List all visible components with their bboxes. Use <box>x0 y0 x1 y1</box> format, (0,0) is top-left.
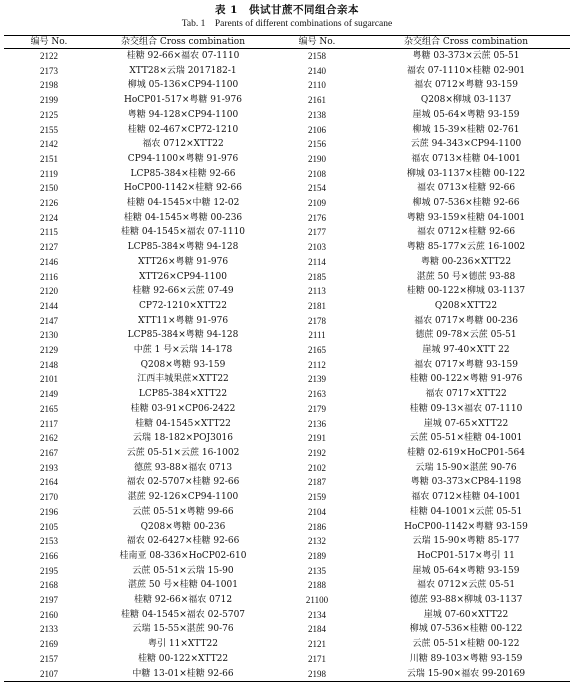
table-row <box>4 431 570 446</box>
table-row <box>4 284 570 299</box>
left-id-cell: 2170 <box>40 492 58 503</box>
table-row <box>4 637 570 652</box>
table-row <box>4 446 570 461</box>
right-id-cell: 2111 <box>308 330 326 341</box>
table-row <box>4 387 570 402</box>
left-combination-cell: 江西丰城果蔗×XTT22 <box>137 374 229 385</box>
table-row <box>4 578 570 593</box>
left-id-cell: 2167 <box>40 447 58 458</box>
right-combination-cell: 粤糖 85-177×云蔗 16-1002 <box>406 242 526 253</box>
table-row <box>4 564 570 579</box>
right-combination-cell: 柳城 03-1137×桂糖 00-122 <box>406 168 526 179</box>
left-id-cell: 2196 <box>40 506 58 517</box>
left-id-cell: 2199 <box>40 95 58 106</box>
table-row <box>4 108 570 123</box>
left-combination-cell: 云蔗 05-51×云瑞 15-90 <box>132 565 234 576</box>
right-combination-cell: 崖城 07-60×XTT22 <box>423 609 509 620</box>
table-row <box>4 255 570 270</box>
left-id-cell: 2105 <box>40 521 58 532</box>
left-id-cell: 2120 <box>40 286 58 297</box>
right-combination-cell: 粤糖 93-159×桂糖 04-1001 <box>406 212 526 223</box>
right-id-cell: 2191 <box>308 433 326 444</box>
table-row <box>4 328 570 343</box>
left-id-cell: 2116 <box>40 271 58 282</box>
right-id-cell: 2171 <box>308 653 326 664</box>
right-id-cell: 2159 <box>308 492 326 503</box>
right-id-cell: 2136 <box>308 418 326 429</box>
left-id-cell: 2173 <box>40 65 58 76</box>
right-combination-cell: 福农 07-1110×桂糖 02-901 <box>406 65 526 76</box>
right-combination-cell: HoCP00-1142×粤糖 93-159 <box>404 521 528 532</box>
right-combination-cell: 桂糖 04-1001×云蔗 05-51 <box>409 506 523 517</box>
right-id-cell: 2121 <box>308 639 326 650</box>
left-id-cell: 2107 <box>4 667 94 682</box>
right-id-cell: 2198 <box>272 667 362 682</box>
right-id-cell: 2185 <box>308 271 326 282</box>
right-id-cell: 2140 <box>308 65 326 76</box>
left-combination-cell: 福农 0712×XTT22 <box>142 139 224 150</box>
right-id-cell: 2135 <box>308 565 326 576</box>
left-combination-cell: 桂糖 92-66×福农 0712 <box>133 595 233 606</box>
right-combination-cell: 粤糖 03-373×云蔗 05-51 <box>412 51 520 61</box>
left-id-cell: 2148 <box>40 359 58 370</box>
left-combination-cell: 云瑞 15-55×湛蔗 90-76 <box>132 624 234 635</box>
right-id-cell: 2113 <box>308 286 326 297</box>
table-row <box>4 196 570 211</box>
left-combination-cell: XTT11×粤糖 91-976 <box>137 315 229 326</box>
left-combination-cell: Q208×粤糖 00-236 <box>140 521 226 532</box>
header-no-left: 编号 No. <box>4 36 94 49</box>
left-combination-cell: 粤糖 94-128×CP94-1100 <box>127 109 239 120</box>
table-row <box>4 490 570 505</box>
left-id-cell: 2198 <box>40 80 58 91</box>
left-id-cell: 2149 <box>40 389 58 400</box>
table-row <box>4 64 570 79</box>
left-combination-cell: 桂糖 04-1545×粤糖 00-236 <box>123 212 243 223</box>
table-row <box>4 211 570 226</box>
right-id-cell: 2177 <box>308 227 326 238</box>
right-id-cell: 2190 <box>308 153 326 164</box>
right-combination-cell: 福农 0717×粤糖 00-236 <box>414 315 518 326</box>
right-combination-cell: 崖城 07-65×XTT22 <box>423 418 509 429</box>
left-id-cell: 2142 <box>40 139 58 150</box>
right-id-cell: 2184 <box>308 624 326 635</box>
right-combination-cell: 福农 0713×桂糖 92-66 <box>416 183 516 194</box>
right-id-cell: 2187 <box>308 477 326 488</box>
right-combination-cell: 云瑞 15-90×粤糖 85-177 <box>412 536 520 547</box>
table-row <box>4 608 570 623</box>
left-combination-cell: 桂糖 92-66×云蔗 07-49 <box>132 286 234 297</box>
right-combination-cell: 德蔗 09-78×云蔗 05-51 <box>415 330 517 341</box>
left-combination-cell: 中糖 13-01×桂糖 92-66 <box>94 667 272 682</box>
left-combination-cell: CP72-1210×XTT22 <box>139 300 227 311</box>
right-id-cell: 2114 <box>308 256 326 267</box>
right-combination-cell: 福农 0712×云蔗 05-51 <box>416 580 516 591</box>
right-id-cell: 2189 <box>308 550 326 561</box>
table-row <box>4 137 570 152</box>
left-id-cell: 2144 <box>40 300 58 311</box>
right-id-cell: 2188 <box>308 580 326 591</box>
table-row <box>4 93 570 108</box>
right-combination-cell: 桂糖 00-122×粤糖 91-976 <box>409 374 523 385</box>
table-row <box>4 358 570 373</box>
table-row <box>4 167 570 182</box>
right-id-cell: 2104 <box>308 506 326 517</box>
left-id-cell: 2147 <box>40 315 58 326</box>
left-id-cell: 2157 <box>40 653 58 664</box>
left-id-cell: 2165 <box>40 403 58 414</box>
right-combination-cell: 桂糖 02-619×HoCP01-564 <box>407 447 525 458</box>
header-cross-left: 杂交组合 Cross combination <box>94 36 272 49</box>
right-combination-cell: 福农 0713×桂糖 04-1001 <box>411 153 521 164</box>
left-id-cell: 2195 <box>40 565 58 576</box>
left-combination-cell: 湛蔗 50 号×桂糖 04-1001 <box>128 580 238 591</box>
left-combination-cell: 粤引 11×XTT22 <box>148 639 218 650</box>
table-row <box>4 402 570 417</box>
right-id-cell: 2106 <box>308 124 326 135</box>
right-combination-cell: 桂糖 00-122×柳城 03-1137 <box>406 286 526 297</box>
left-id-cell: 2124 <box>40 212 58 223</box>
left-combination-cell: 云蔗 05-51×粤糖 99-66 <box>132 506 234 517</box>
left-combination-cell: LCP85-384×粤糖 94-128 <box>127 330 239 341</box>
right-id-cell: 2109 <box>308 198 326 209</box>
right-id-cell: 2112 <box>308 359 326 370</box>
table-row <box>4 372 570 387</box>
left-combination-cell: 桂糖 04-1545×福农 07-1110 <box>120 227 246 238</box>
left-id-cell: 2164 <box>40 477 58 488</box>
table-row <box>4 549 570 564</box>
left-id-cell: 2133 <box>40 624 58 635</box>
right-combination-cell: 云瑞 15-90×湛蔗 90-76 <box>415 462 517 473</box>
left-id-cell: 2169 <box>40 639 58 650</box>
table-row <box>4 475 570 490</box>
table-row <box>4 534 570 549</box>
right-id-cell: 2110 <box>308 80 326 91</box>
left-combination-cell: 桂糖 03-91×CP06-2422 <box>130 403 236 414</box>
right-combination-cell: 福农 0712×桂糖 92-66 <box>416 227 516 238</box>
left-id-cell: 2101 <box>40 374 58 385</box>
left-id-cell: 2197 <box>40 595 58 606</box>
table-row <box>4 123 570 138</box>
table-row <box>4 417 570 432</box>
right-id-cell: 21100 <box>305 595 329 606</box>
left-combination-cell: XTT26×粤糖 91-976 <box>137 256 229 267</box>
left-id-cell: 2153 <box>40 536 58 547</box>
right-id-cell: 2156 <box>308 139 326 150</box>
right-combination-cell: 云蔗 05-51×桂糖 00-122 <box>412 639 520 650</box>
left-combination-cell: 德蔗 93-88×福农 0713 <box>133 462 233 473</box>
left-combination-cell: 桂糖 02-467×CP72-1210 <box>127 124 239 135</box>
left-combination-cell: 福农 02-6427×桂糖 92-66 <box>126 536 240 547</box>
left-combination-cell: 桂糖 00-122×XTT22 <box>137 653 229 664</box>
table-caption-english: Tab. 1 Parents of different combinations of sugarcane <box>181 19 393 29</box>
right-combination-cell: 崖城 05-64×粤糖 93-159 <box>412 109 520 120</box>
right-id-cell: 2108 <box>308 168 326 179</box>
right-combination-cell: 湛蔗 50 号×德蔗 93-88 <box>416 271 516 282</box>
right-combination-cell: 云蔗 94-343×CP94-1100 <box>410 139 522 150</box>
left-combination-cell: 桂糖 04-1545×中糖 12-02 <box>126 198 240 209</box>
right-id-cell: 2179 <box>308 403 326 414</box>
right-id-cell: 2165 <box>308 345 326 356</box>
left-id-cell: 2119 <box>40 168 58 179</box>
right-id-cell: 2138 <box>308 109 326 120</box>
right-combination-cell: 粤糖 00-236×XTT22 <box>420 256 512 267</box>
table-row <box>4 225 570 240</box>
right-combination-cell: 崖城 05-64×粤糖 93-159 <box>412 565 520 576</box>
left-combination-cell: 桂糖 04-1545×福农 02-5707 <box>120 609 246 620</box>
left-combination-cell: LCP85-384×桂糖 92-66 <box>130 168 236 179</box>
right-combination-cell: 福农 0717×粤糖 93-159 <box>414 359 518 370</box>
right-id-cell: 2154 <box>308 183 326 194</box>
table-row <box>4 505 570 520</box>
right-id-cell: 2102 <box>308 462 326 473</box>
left-combination-cell: LCP85-384×XTT22 <box>138 389 228 400</box>
right-combination-cell: 柳城 07-536×桂糖 00-122 <box>409 624 523 635</box>
left-combination-cell: Q208×粤糖 93-159 <box>140 359 226 370</box>
left-id-cell: 2125 <box>40 109 58 120</box>
right-combination-cell: HoCP01-517×粤引 11 <box>417 550 515 561</box>
left-combination-cell: CP94-1100×粤糖 91-976 <box>127 153 239 164</box>
left-combination-cell: XTT28×云瑞 2017182-1 <box>129 65 237 76</box>
left-id-cell: 2122 <box>40 51 58 61</box>
left-id-cell: 2168 <box>40 580 58 591</box>
right-id-cell: 2161 <box>308 95 326 106</box>
left-id-cell: 2155 <box>40 124 58 135</box>
left-combination-cell: 湛蔗 92-126×CP94-1100 <box>127 492 239 503</box>
right-combination-cell: 福农 0717×XTT22 <box>425 389 507 400</box>
right-combination-cell: 福农 0712×粤糖 93-159 <box>414 80 518 91</box>
left-combination-cell: 中蔗 1 号×云瑞 14-178 <box>133 345 233 356</box>
right-id-cell: 2158 <box>308 51 326 61</box>
left-combination-cell: 云瑞 18-182×POJ3016 <box>132 433 234 444</box>
left-combination-cell: HoCP00-1142×桂糖 92-66 <box>124 183 242 194</box>
right-id-cell: 2132 <box>308 536 326 547</box>
left-combination-cell: 桂糖 92-66×福农 07-1110 <box>126 51 240 61</box>
right-combination-cell: 桂糖 09-13×福农 07-1110 <box>409 403 523 414</box>
table-row <box>4 314 570 329</box>
left-id-cell: 2166 <box>40 550 58 561</box>
header-cross-right: 杂交组合 Cross combination <box>362 36 570 49</box>
left-combination-cell: LCP85-384×粤糖 94-128 <box>127 242 239 253</box>
table-row <box>4 520 570 535</box>
right-id-cell: 2139 <box>308 374 326 385</box>
table-row <box>4 593 570 608</box>
right-id-cell: 2163 <box>308 389 326 400</box>
table-row <box>4 240 570 255</box>
right-combination-cell: 云蔗 05-51×桂糖 04-1001 <box>409 433 523 444</box>
table-body <box>4 49 570 682</box>
left-combination-cell: 柳城 05-136×CP94-1100 <box>127 80 239 91</box>
parents-table <box>4 35 570 682</box>
table-row <box>4 299 570 314</box>
left-combination-cell: HoCP01-517×粤糖 91-976 <box>124 95 242 106</box>
right-combination-cell: Q208×柳城 03-1137 <box>420 95 512 106</box>
table-row <box>4 652 570 667</box>
table-caption-chinese: 表 1 供试甘蔗不同组合亲本 <box>215 4 359 16</box>
left-combination-cell: 桂南亚 08-336×HoCP02-610 <box>119 550 247 561</box>
left-id-cell: 2115 <box>40 227 58 238</box>
right-combination-cell: 柳城 15-39×桂糖 02-761 <box>412 124 520 135</box>
left-id-cell: 2126 <box>40 198 58 209</box>
left-combination-cell: 桂糖 04-1545×XTT22 <box>135 418 231 429</box>
right-combination-cell: 德蔗 93-88×柳城 03-1137 <box>409 595 523 606</box>
right-id-cell: 2192 <box>308 447 326 458</box>
table-row <box>4 49 570 64</box>
right-id-cell: 2176 <box>308 212 326 223</box>
right-combination-cell: 柳城 07-536×桂糖 92-66 <box>412 198 520 209</box>
left-id-cell: 2162 <box>40 433 58 444</box>
right-id-cell: 2181 <box>308 300 326 311</box>
header-no-right: 编号 No. <box>272 36 362 49</box>
right-combination-cell: 川糖 89-103×粤糖 93-159 <box>409 653 523 664</box>
left-combination-cell: 福农 02-5707×桂糖 92-66 <box>126 477 240 488</box>
right-id-cell: 2103 <box>308 242 326 253</box>
left-combination-cell: XTT26×CP94-1100 <box>139 271 227 282</box>
right-id-cell: 2186 <box>308 521 326 532</box>
left-id-cell: 2129 <box>40 345 58 356</box>
right-combination-cell: Q208×XTT22 <box>434 300 498 311</box>
left-id-cell: 2160 <box>40 609 58 620</box>
right-combination-cell: 崖城 97-40×XTT 22 <box>422 345 510 356</box>
left-combination-cell: 云蔗 05-51×云蔗 16-1002 <box>126 447 240 458</box>
table-row <box>4 343 570 358</box>
right-id-cell: 2178 <box>308 315 326 326</box>
table-header-row <box>4 36 570 49</box>
table-row <box>4 152 570 167</box>
right-id-cell: 2134 <box>308 609 326 620</box>
table-row <box>4 78 570 93</box>
right-combination-cell: 福农 0712×桂糖 04-1001 <box>411 492 521 503</box>
left-id-cell: 2146 <box>40 256 58 267</box>
right-combination-cell: 云瑞 15-90×福农 99-20169 <box>362 667 570 682</box>
table-row <box>4 181 570 196</box>
left-id-cell: 2193 <box>40 462 58 473</box>
left-id-cell: 2130 <box>40 330 58 341</box>
left-id-cell: 2150 <box>40 183 58 194</box>
table-row <box>4 667 570 682</box>
left-id-cell: 2151 <box>40 153 58 164</box>
left-id-cell: 2127 <box>40 242 58 253</box>
table-row <box>4 622 570 637</box>
right-combination-cell: 粤糖 03-373×CP84-1198 <box>410 477 522 488</box>
table-row <box>4 270 570 285</box>
table-row <box>4 461 570 476</box>
left-id-cell: 2117 <box>40 418 58 429</box>
